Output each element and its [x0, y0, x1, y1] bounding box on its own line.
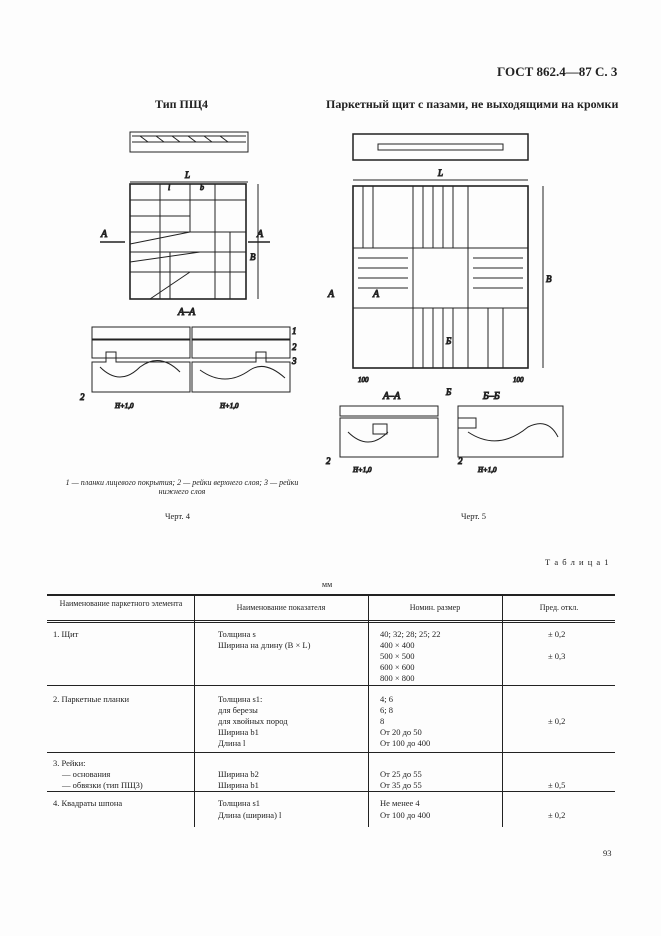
cell-tol: ± 0,3 [548, 651, 566, 661]
svg-text:H+1,0: H+1,0 [353, 466, 372, 474]
cell-size: Не менее 4 [380, 798, 420, 808]
cell-size: От 25 до 55 [380, 769, 422, 779]
cell-size: От 35 до 55 [380, 780, 422, 790]
cell-param: Ширина b1 [218, 727, 259, 737]
svg-text:2: 2 [458, 456, 463, 466]
cell-param: для хвойных пород [218, 716, 288, 726]
svg-text:100: 100 [358, 376, 369, 384]
cell-param: Толщина s1 [218, 798, 261, 808]
cell-size: От 100 до 400 [380, 810, 431, 820]
svg-text:A: A [328, 289, 335, 300]
svg-text:Б: Б [446, 387, 452, 397]
svg-text:l: l [168, 183, 171, 192]
svg-text:A: A [101, 229, 108, 240]
fig5-top-profile [353, 134, 528, 160]
svg-text:2: 2 [292, 342, 297, 352]
svg-text:L: L [438, 168, 444, 178]
fig5-plan [353, 186, 528, 368]
svg-text:B: B [546, 274, 552, 284]
fig5-drawing [318, 112, 588, 492]
cell-tol: ± 0,5 [548, 780, 566, 790]
cell-element: 2. Паркетные планки [53, 694, 130, 704]
table-header-tol: Пред. откл. [539, 603, 579, 612]
svg-text:B: B [250, 252, 256, 262]
cell-size: От 20 до 50 [380, 727, 422, 737]
cell-size: 4; 6 [380, 694, 393, 704]
cell-size: 600 × 600 [380, 662, 415, 672]
svg-text:b: b [200, 183, 204, 192]
table-header-element: Наименование паркетного элемента [59, 599, 183, 608]
cell-tol: ± 0,2 [548, 716, 566, 726]
svg-text:A: A [257, 229, 264, 240]
cell-param: Толщина s [218, 629, 256, 639]
fig5-title: Паркетный щит с пазами, не выходящими на кромки [326, 97, 619, 111]
table-title: Т а б л и ц а 1 [545, 557, 610, 567]
fig4-caption: Черт. 4 [165, 511, 191, 521]
fig4-drawing [70, 112, 310, 462]
svg-text:H+1,0: H+1,0 [478, 466, 497, 474]
svg-text:Б: Б [446, 336, 452, 346]
cell-param: Ширина b2 [218, 769, 259, 779]
fig4-title: Тип ПЩ4 [155, 97, 209, 111]
svg-text:H+1,0: H+1,0 [220, 402, 239, 410]
cell-param: для березы [218, 705, 258, 715]
svg-text:100: 100 [513, 376, 524, 384]
cell-size: 500 × 500 [380, 651, 415, 661]
svg-text:L: L [185, 170, 191, 180]
svg-text:2: 2 [326, 456, 331, 466]
svg-text:Б–Б: Б–Б [483, 391, 500, 402]
page-number: 93 [603, 848, 612, 858]
cell-size: 400 × 400 [380, 640, 415, 650]
cell-element-sub: — основания [62, 769, 111, 779]
cell-element: 4. Квадраты шпона [53, 798, 123, 808]
cell-param: Толщина s1: [218, 694, 263, 704]
svg-text:А–А: А–А [383, 391, 401, 402]
cell-size: 6; 8 [380, 705, 393, 715]
cell-size: От 100 до 400 [380, 738, 431, 748]
table-header-size: Номин. размер [409, 603, 461, 612]
fig5-caption: Черт. 5 [461, 511, 487, 521]
cell-param: Ширина на длину (B × L) [218, 640, 311, 650]
cell-tol: ± 0,2 [548, 810, 566, 820]
table-unit: мм [322, 580, 333, 589]
cell-tol: ± 0,2 [548, 629, 566, 639]
cell-element: 3. Рейки: [53, 758, 86, 768]
fig4-plan [130, 184, 246, 299]
svg-text:3: 3 [292, 356, 297, 366]
svg-text:1: 1 [292, 326, 297, 336]
cell-param: Длина (ширина) l [218, 810, 282, 820]
table-header-param: Наименование показателя [236, 603, 326, 612]
cell-param: Длина l [218, 738, 246, 748]
cell-param: Ширина b1 [218, 780, 259, 790]
cell-size: 40; 32; 28; 25; 22 [380, 629, 441, 639]
cell-size: 8 [380, 716, 385, 726]
svg-text:A: A [373, 289, 380, 300]
cell-element: 1. Щит [53, 629, 79, 639]
svg-text:H+1,0: H+1,0 [115, 402, 134, 410]
svg-text:А–А: А–А [178, 307, 196, 318]
svg-text:2: 2 [80, 392, 85, 402]
fig4-legend: 1 — планки лицевого покрытия; 2 — рейки верхнего слоя; 3 — рейки нижнего слоя [65, 478, 299, 496]
cell-element-sub: — обвязки (тип ПЩ3) [62, 780, 143, 790]
gost-header: ГОСТ 862.4—87 С. 3 [497, 64, 618, 79]
cell-size: 800 × 800 [380, 673, 415, 683]
